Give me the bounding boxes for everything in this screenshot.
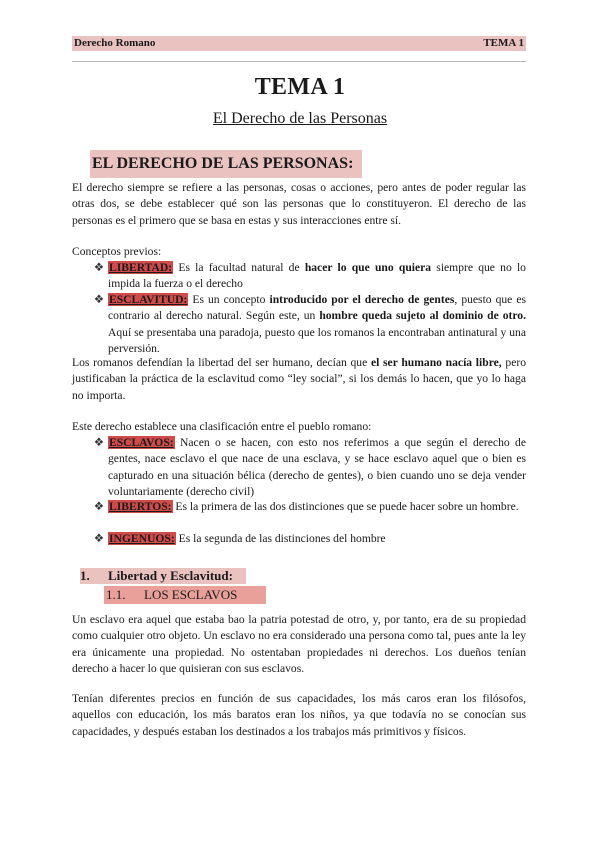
sub-heading-number: 1.1. (106, 587, 126, 602)
term-tag: INGENUOS: (109, 532, 175, 545)
slave-definition-paragraph: Un esclavo era aquel que estaba bao la patria potestad de otro, y, por tanto, era de su propiedad como cualquier otro objeto. Un esclavo no era considerado una persona como tal, pues ante la ley era únicamente una propiedad. No ostentaban propiedades ni derechos. Los dueños tenían derecho a hacer lo que quisieran con sus esclavos. (72, 613, 526, 676)
heading-number: 1. (80, 568, 90, 583)
header-topic: TEMA 1 (483, 37, 524, 49)
list-item (92, 531, 526, 549)
heading-label: Libertad y Esclavitud: (108, 568, 233, 583)
list-item (92, 499, 526, 533)
concepts-intro: Conceptos previos: (72, 245, 162, 258)
document-subtitle: El Derecho de las Personas (212, 110, 388, 127)
intro-paragraph: El derecho siempre se refiere a las personas, cosas o acciones, pero antes de poder regular las otras dos, se debe establecer qué son las personas que lo constituyeron. El derecho de las personas es el primero que se basa en estas y sus interacciones entre sí. (72, 181, 526, 227)
classification-intro: Este derecho establece una clasificación entre el pueblo romano: (72, 420, 372, 433)
sub-heading (104, 586, 266, 604)
section-heading: EL DERECHO DE LAS PERSONAS: (90, 150, 362, 178)
romans-paragraph: Los romanos defendían la libertad del ser humano, decían que el ser humano nacía libre, pero justificaban la práctica de la esclavitud como “ley social”, si los demás lo hacen, que yo lo haga no importa. (72, 356, 527, 402)
list-item (92, 260, 526, 294)
diamond-bullet-icon: ❖ (93, 293, 105, 306)
term-tag: LIBERTAD: (109, 261, 173, 274)
diamond-bullet-icon: ❖ (93, 532, 105, 545)
diamond-bullet-icon: ❖ (93, 500, 105, 513)
header-divider (72, 61, 526, 62)
diamond-bullet-icon: ❖ (93, 261, 105, 274)
prices-paragraph: Tenían diferentes precios en función de sus capacidades, los más caros eran los filósofos, aquellos con educación, los más baratos eran los niños, ya que todavía no se conocían sus capacidades, y después estaban los destinados a los trabajos más primitivos y físicos. (72, 692, 526, 738)
sub-heading-label: LOS ESCLAVOS (144, 587, 238, 602)
term-tag: ESCLAVOS: (109, 436, 174, 449)
header-course: Derecho Romano (74, 37, 156, 49)
term-tag: LIBERTOS: (109, 500, 172, 513)
diamond-bullet-icon: ❖ (93, 436, 105, 449)
list-item-text: INGENUOS: Es la segunda de las distinciones del hombre (109, 532, 386, 545)
list-item (92, 292, 526, 358)
list-item-text: LIBERTAD: Es la facultad natural de hacer lo que uno quiera siempre que no lo impida la fuerza o el derecho (108, 261, 526, 291)
list-item-text: ESCLAVITUD: Es un concepto introducido por el derecho de gentes, puesto que es contrario al derecho natural. Según este, un hombre queda sujeto al dominio de otro. Aquí se presentaba una paradoja, puesto que los romanos la encontraban antinatural y una perversión. (108, 293, 526, 356)
list-item-text: ESCLAVOS: Nacen o se hacen, con esto nos referimos a que según el derecho de gentes, nace esclavo el que nace de una esclava, y se hace esclavo aquel que o bien es capturado en una situación bélica (derecho de gentes), o bien cuando uno se deja vender voluntariamente (derecho civil) (108, 436, 526, 499)
page-header (72, 36, 526, 51)
numbered-heading (80, 568, 246, 584)
term-tag: ESCLAVITUD: (109, 293, 188, 306)
list-item-text: LIBERTOS: Es la primera de las dos distinciones que se puede hacer sobre un hombre. (109, 500, 519, 513)
document-title: TEMA 1 (254, 74, 346, 100)
list-item (92, 435, 526, 501)
